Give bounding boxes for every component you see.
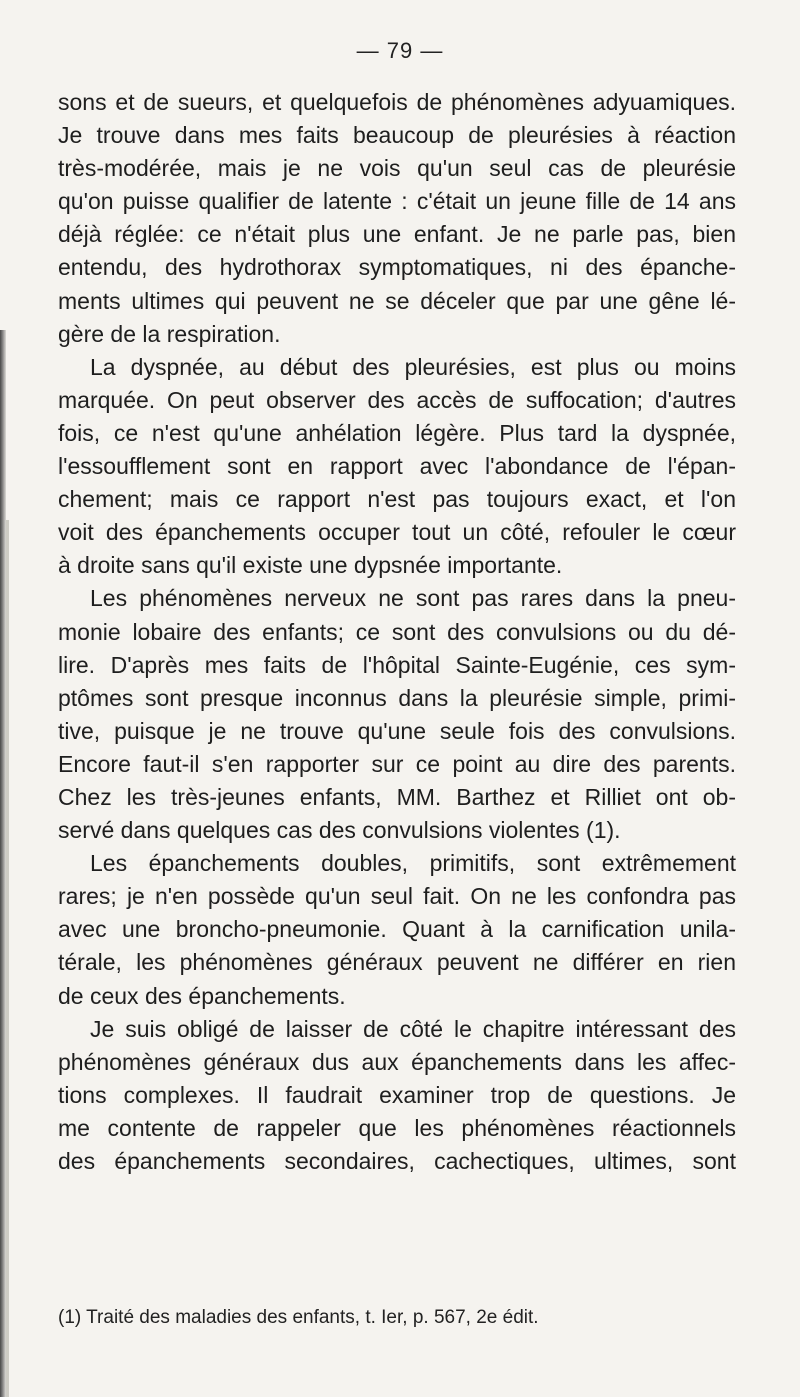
text-line: Je trouve dans mes faits beaucoup de pleurésies à réaction [58,122,736,149]
text-line: déjà réglée: ce n'était plus une enfant. Je ne parle pas, bien [58,221,736,248]
footnote: (1) Traité des maladies des enfants, t. Ier, p. 567, 2e édit. [58,1307,539,1328]
text-line: me contente de rappeler que les phénomènes réactionnels [58,1114,736,1141]
text-line: voit des épanchements occuper tout un côté, refouler le cœur [58,519,736,546]
text-line: des épanchements secondaires, cachectiques, ultimes, sont [58,1148,736,1174]
text-line: très-modérée, mais je ne vois qu'un seul cas de pleurésie [58,155,736,182]
text-line: Je suis obligé de laisser de côté le chapitre intéressant des [90,1015,736,1042]
text-line: monie lobaire des enfants; ce sont des convulsions ou du dé- [58,618,736,645]
text-line: de ceux des épanchements. [58,982,346,1009]
text-line: chement; mais ce rapport n'est pas toujours exact, et l'on [58,486,736,513]
text-line: Les épanchements doubles, primitifs, sont extrêmement [90,850,736,877]
text-line: Encore faut-il s'en rapporter sur ce point au dire des parents. [58,750,736,777]
text-line: qu'on puisse qualifier de latente : c'était un jeune fille de 14 ans [58,188,736,215]
body-text [58,86,736,1178]
text-line: ptômes sont presque inconnus dans la pleurésie simple, primi- [58,684,736,711]
page-number: — 79 — [356,38,444,63]
text-line: gère de la respiration. [58,320,281,347]
text-line: sons et de sueurs, et quelquefois de phénomènes adyuamiques. [58,89,736,115]
text-line: Les phénomènes nerveux ne sont pas rares dans la pneu- [90,585,736,612]
text-line: avec une broncho-pneumonie. Quant à la carnification unila- [58,916,736,943]
text-line: tions complexes. Il faudrait examiner trop de questions. Je [58,1081,736,1108]
text-line: l'essoufflement sont en rapport avec l'abondance de l'épan- [58,453,736,480]
text-line: marquée. On peut observer des accès de suffocation; d'autres [58,386,736,413]
text-line: térale, les phénomènes généraux peuvent ne différer en rien [58,949,736,976]
text-line: à droite sans qu'il existe une dypsnée importante. [58,552,563,579]
text-line: fois, ce n'est qu'une anhélation légère. Plus tard la dyspnée, [58,419,736,446]
text-line: entendu, des hydrothorax symptomatiques, ni des épanche- [58,254,736,281]
page-binding-edge [6,520,9,1397]
text-line: ments ultimes qui peuvent ne se déceler que par une gêne lé- [58,287,736,314]
text-line: rares; je n'en possède qu'un seul fait. On ne les confondra pas [58,883,736,910]
text-line: Chez les très-jeunes enfants, MM. Barthez et Rilliet ont ob- [58,783,736,810]
text-line: La dyspnée, au début des pleurésies, est plus ou moins [90,353,736,380]
text-line: servé dans quelques cas des convulsions violentes (1). [58,817,621,844]
text-line: phénomènes généraux dus aux épanchements dans les affec- [58,1048,736,1075]
text-line: tive, puisque je ne trouve qu'une seule fois des convulsions. [58,717,736,744]
text-line: lire. D'après mes faits de l'hôpital Sainte-Eugénie, ces sym- [58,651,736,678]
